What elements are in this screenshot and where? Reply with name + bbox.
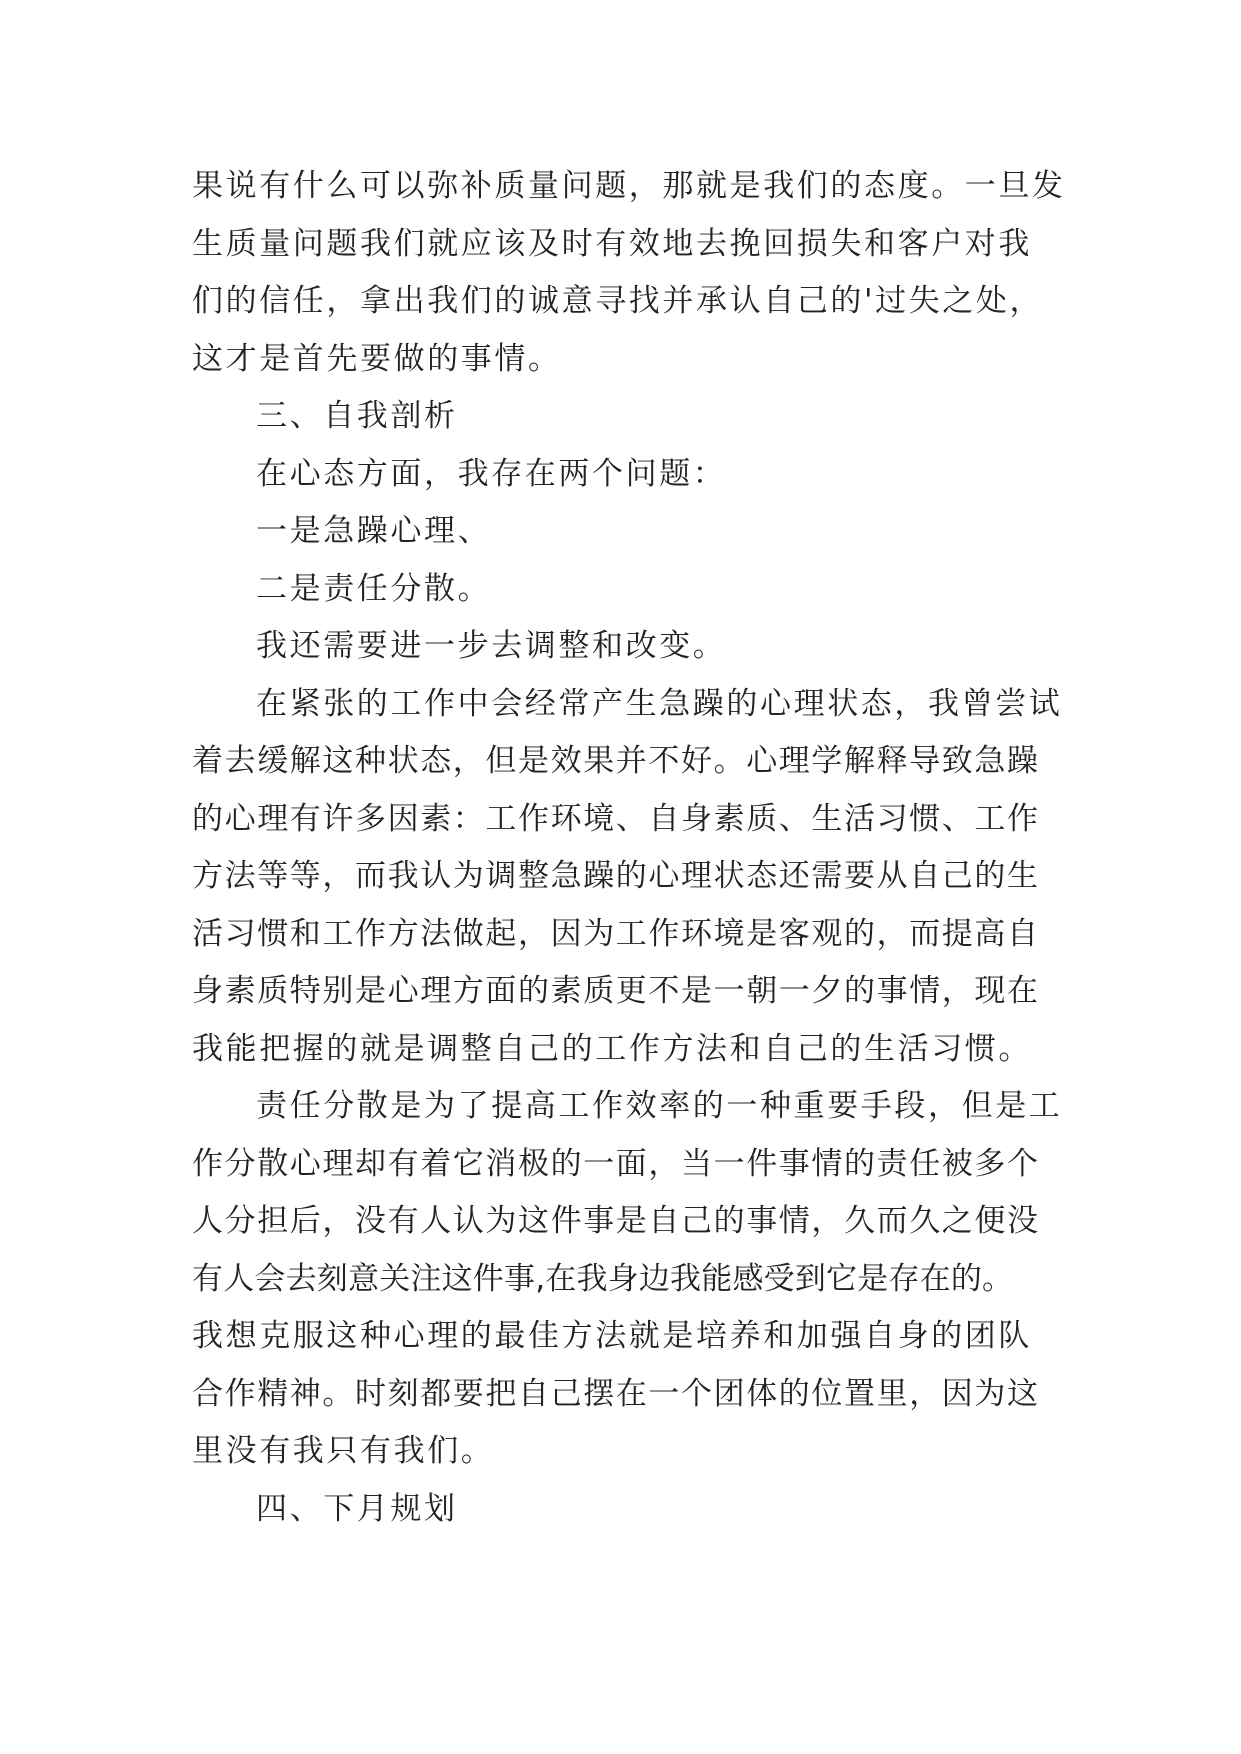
paragraph-line: 这才是首先要做的事情。 xyxy=(192,340,562,377)
paragraph-line: 方法等等，而我认为调整急躁的心理状态还需要从自己的生 xyxy=(192,858,1040,894)
list-item: 一是急躁心理、 xyxy=(256,513,492,549)
paragraph-line: 我能把握的就是调整自己的工作方法和自己的生活习惯。 xyxy=(192,1030,1032,1067)
paragraph-line: 果说有什么可以弥补质量问题，那就是我们的态度。一旦发 xyxy=(192,168,1066,204)
paragraph-line: 身素质特别是心理方面的素质更不是一朝一夕的事情，现在 xyxy=(192,973,1040,1009)
paragraph-line: 活习惯和工作方法做起，因为工作环境是客观的，而提高自 xyxy=(192,915,1040,952)
paragraph-line: 里没有我只有我们。 xyxy=(192,1433,495,1469)
paragraph-line: 责任分散是为了提高工作效率的一种重要手段，但是工 xyxy=(256,1088,1063,1124)
paragraph-line: 在紧张的工作中会经常产生急躁的心理状态，我曾尝试 xyxy=(256,685,1063,722)
paragraph-line: 的心理有许多因素：工作环境、自身素质、生活习惯、工作 xyxy=(192,800,1040,837)
paragraph-line: 人分担后，没有人认为这件事是自己的事情，久而久之便没 xyxy=(192,1203,1040,1239)
paragraph-line: 我还需要进一步去调整和改变。 xyxy=(256,628,727,664)
document-page xyxy=(192,158,1066,1538)
paragraph-line: 生质量问题我们就应该及时有效地去挽回损失和客户对我 xyxy=(192,225,1032,262)
section-heading: 三、自我剖析 xyxy=(256,398,458,434)
paragraph-line: 我想克服这种心理的最佳方法就是培养和加强自身的团队 xyxy=(192,1318,1032,1354)
section-heading: 四、下月规划 xyxy=(256,1490,458,1527)
paragraph-line: 有人会去刻意关注这件事,在我身边我能感受到它是存在的。 xyxy=(192,1260,1014,1297)
paragraph-line: 着去缓解这种状态，但是效果并不好。心理学解释导致急躁 xyxy=(192,743,1040,779)
paragraph-line: 合作精神。时刻都要把自己摆在一个团体的位置里，因为这 xyxy=(192,1375,1040,1412)
paragraph-line: 在心态方面，我存在两个问题： xyxy=(256,455,727,492)
list-item: 二是责任分散。 xyxy=(256,570,492,607)
paragraph-line: 们的信任，拿出我们的诚意寻找并承认自己的'过失之处， xyxy=(192,283,1044,319)
paragraph-line: 作分散心理却有着它消极的一面，当一件事情的责任被多个 xyxy=(192,1145,1040,1182)
